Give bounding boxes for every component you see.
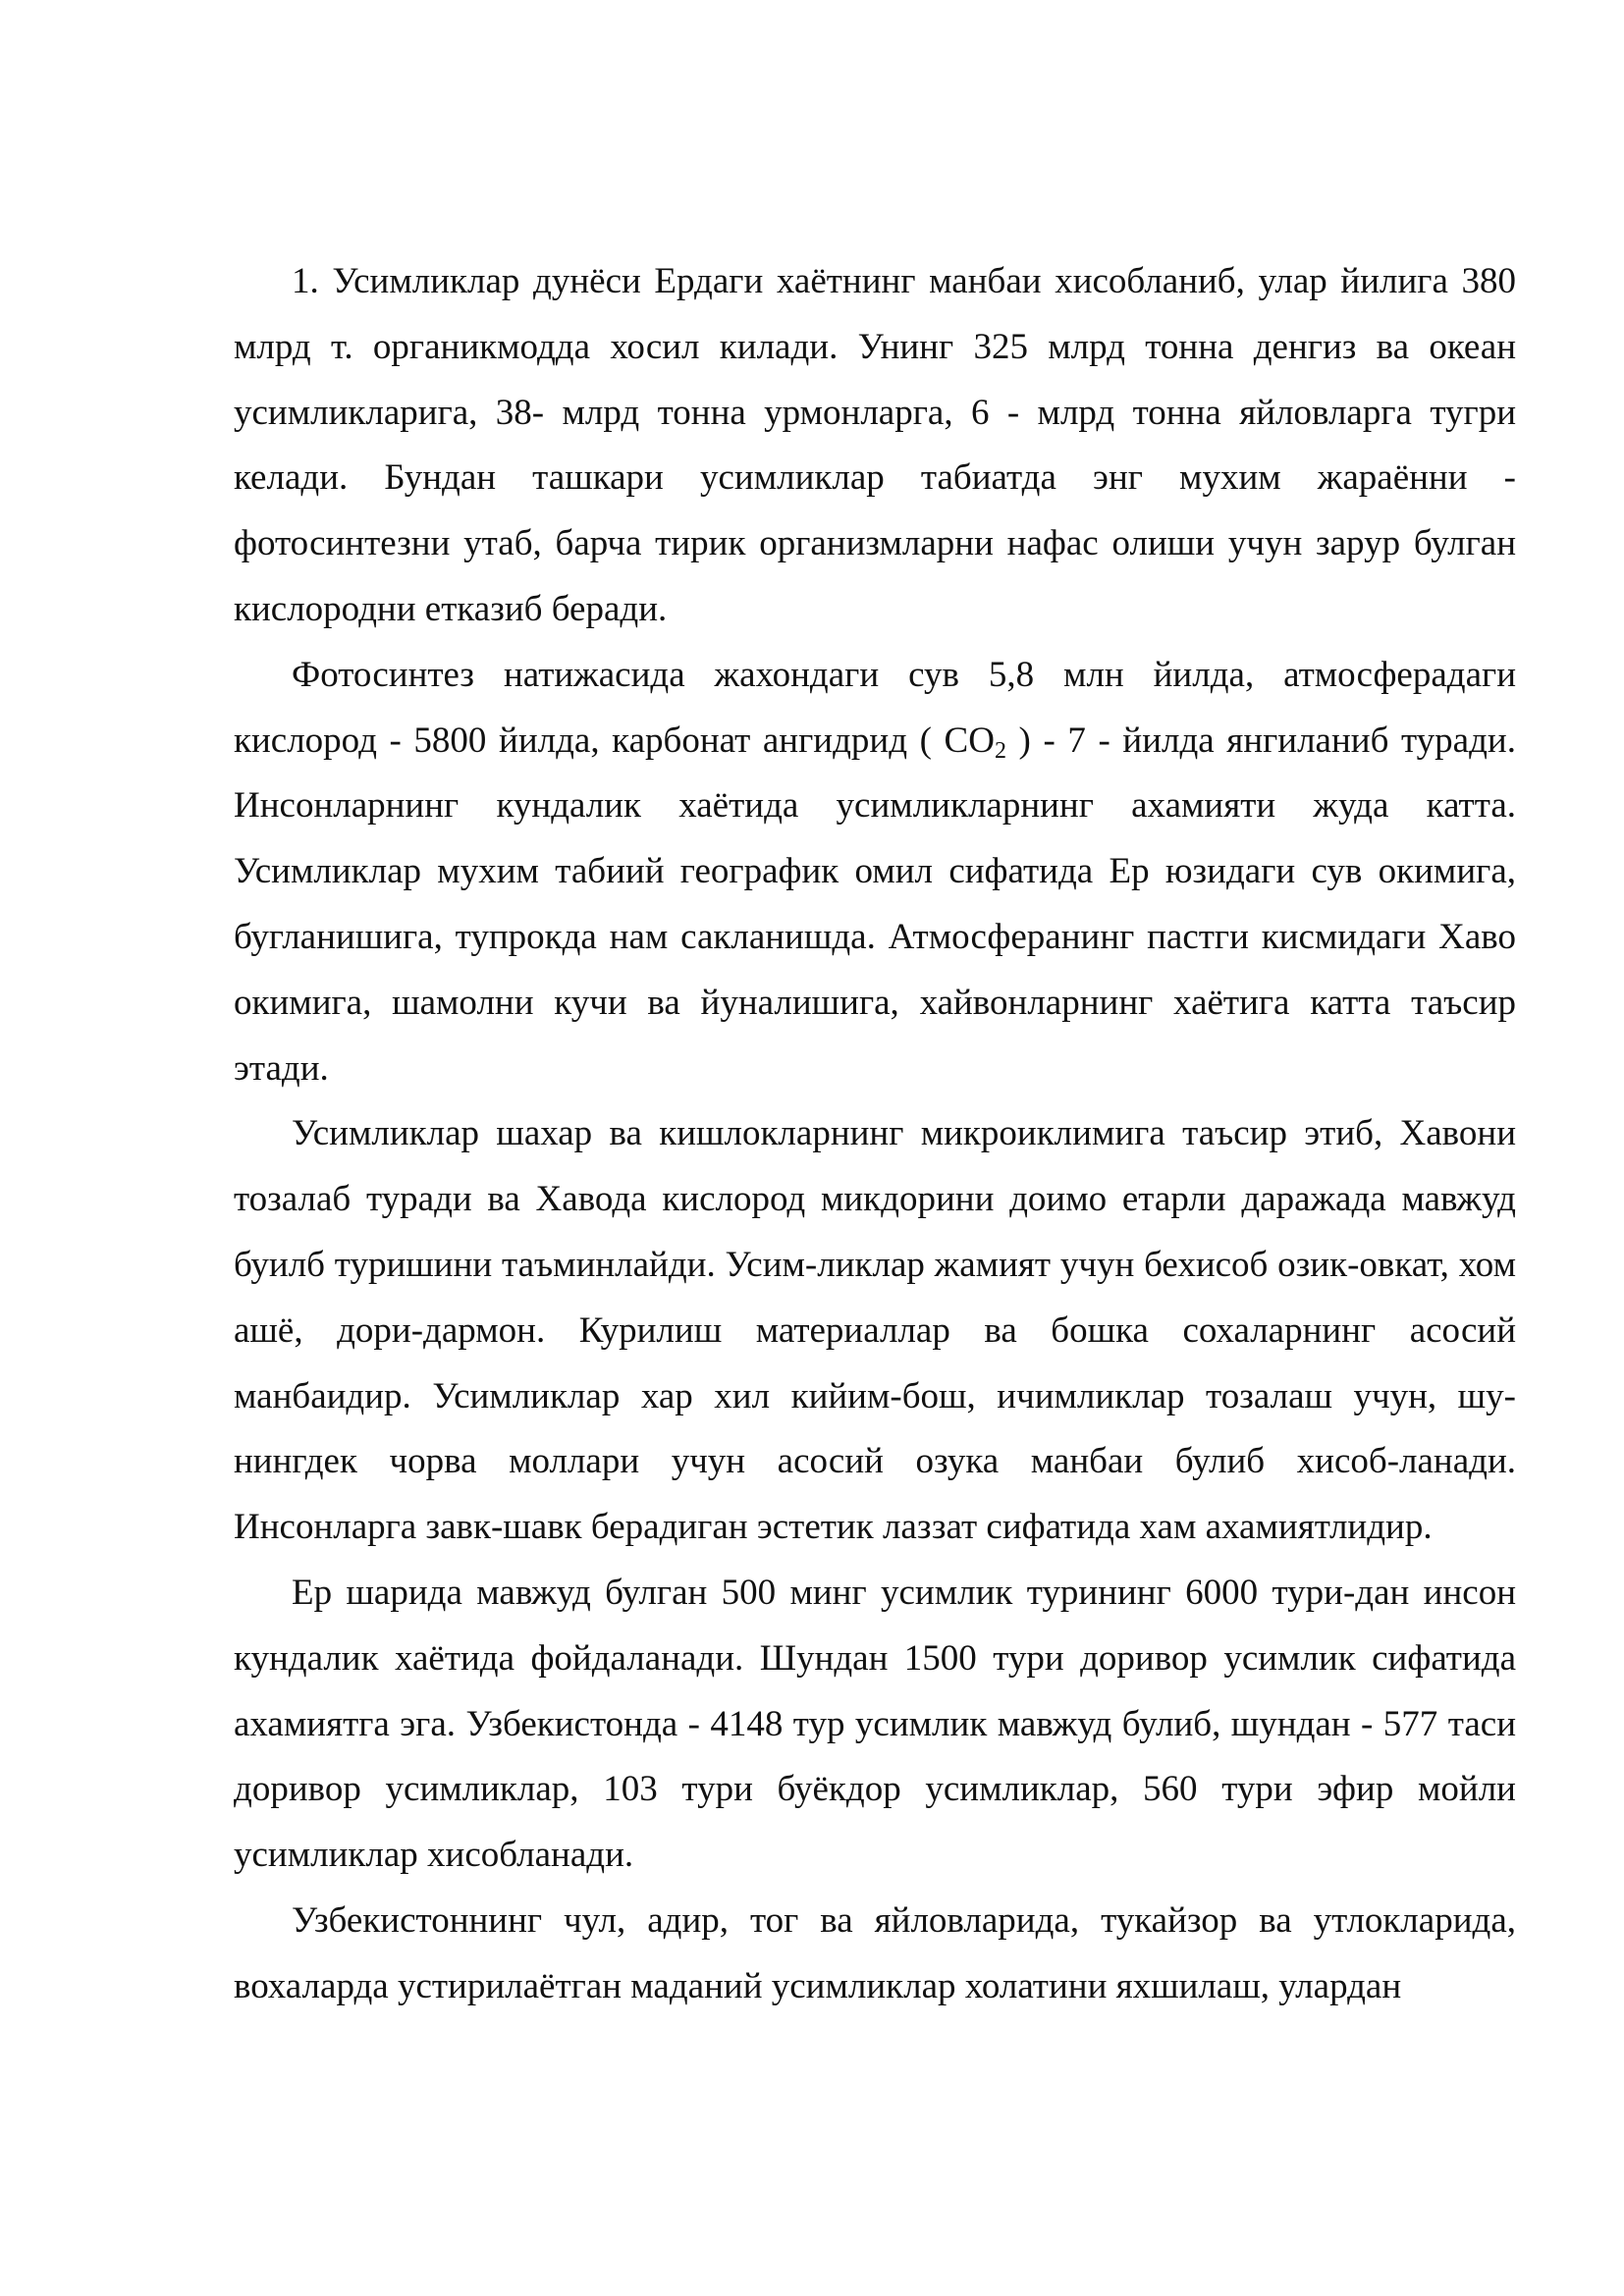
paragraph-3: Усимликлар шахар ва кишлокларнинг микроиклимига таъсир этиб, Хавони тозалаб туради ва Хавода кислород микдорини доимо етарли даражада мавжуд буилб туришини таъминлайди. Усим-ликлар жамият учун бехисоб озик-овкат, хом ашё, дори-дармон. Курилиш материаллар ва бошка сохаларнинг асосий манбаидир. Усимликлар хар хил кийим-бош, ичимликлар тозалаш учун, шу-нингдек чорва моллари учун асосий озука манбаи булиб хисоб-ланади. Инсонларга завк-шавк берадиган эстетик лаззат сифатида хам ахамиятлидир. [234, 1113, 1516, 1548]
document-body [234, 249, 1516, 2020]
co2-formula-main: CO [944, 720, 995, 761]
paragraph-2 [234, 643, 1516, 1102]
co2-formula-subscript: 2 [994, 737, 1006, 764]
paragraph-4: Ер шарида мавжуд булган 500 минг усимлик турининг 6000 тури-дан инсон кундалик хаётида фойдаланади. Шундан 1500 тури доривор усимлик сифатида ахамиятга эга. Узбекистонда - 4148 тур усимлик мавжуд булиб, шундан - 577 таси доривор усимликлар, 103 тури буёкдор усимликлар, 560 тури эфир мойли усимликлар хисобланади. [234, 1572, 1516, 1876]
paragraph-2-text-after: ) - 7 - йилда янгиланиб туради. Инсонларнинг кундалик хаётида усимликларнинг ахамияти жуда катта. Усимликлар мухим табиий географик омил сифатида Ер юзидаги сув окимига, бугланишига, тупрокда нам сакланишда. Атмосферанинг пастги кисмидаги Хаво окимига, шамолни кучи ва йуналишига, хайвонларнинг хаётига катта таъсир этади. [234, 720, 1516, 1089]
paragraph-2-text-before: Фотосинтез натижасида жахондаги сув 5,8 млн йилда, атмосферадаги кислород - 5800 йилда, карбонат ангидрид ( [234, 654, 1516, 761]
co2-formula [944, 720, 1006, 764]
paragraph-1: 1. Усимликлар дунёси Ердаги хаётнинг манбаи хисобланиб, улар йилига 380 млрд т. органикмодда хосил килади. Унинг 325 млрд тонна денгиз ва океан усимликларига, 38- млрд тонна урмонларга, 6 - млрд тонна яйловларга тугри келади. Бундан ташкари усимликлар табиатда энг мухим жараённи - фотосинтезни утаб, барча тирик организмларни нафас олиши учун зарур булган кислородни етказиб беради. [234, 261, 1516, 629]
paragraph-5: Узбекистоннинг чул, адир, тог ва яйловларида, тукайзор ва утлокларида, вохаларда устирилаётган маданий усимликлар холатини яхшилаш, улардан [234, 1899, 1516, 2006]
